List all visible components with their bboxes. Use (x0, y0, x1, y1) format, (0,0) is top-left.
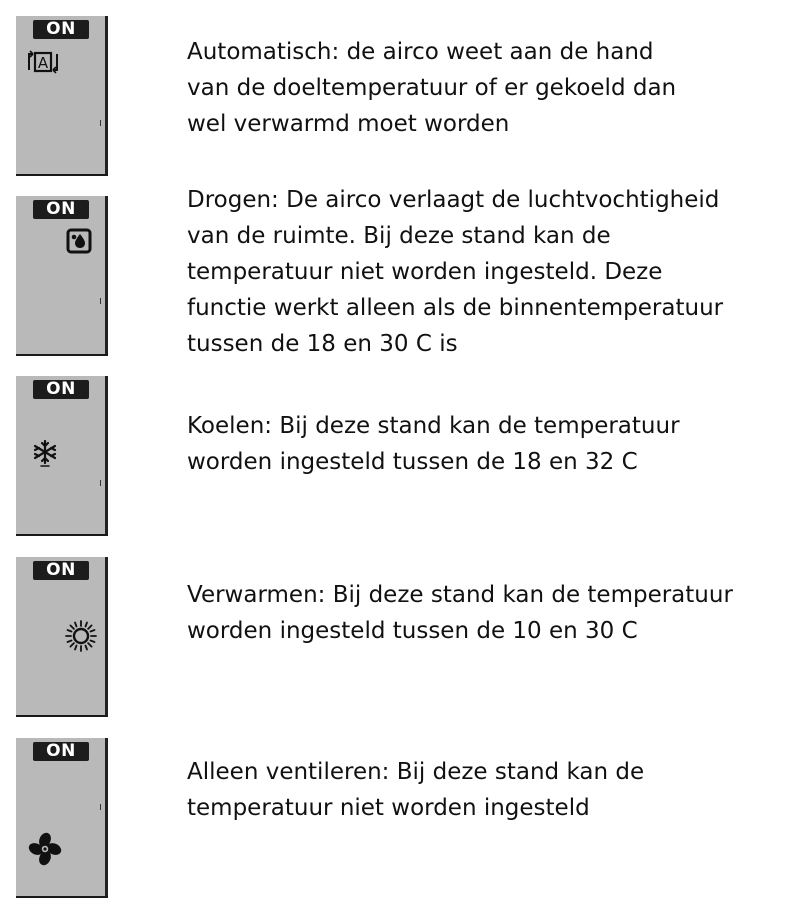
mode-description: Drogen: De airco verlaagt de luchtvochtigheid van de ruimte. Bij deze stand kan de temperatuur niet worden ingesteld. Deze functie werkt alleen als de binnentemperatuur tussen de 18 en 30 C is (187, 187, 724, 357)
remote-display-panel (16, 376, 108, 536)
on-badge: ON (33, 561, 89, 580)
panel-tick (100, 804, 101, 810)
sun-icon (64, 619, 98, 653)
fan-icon (28, 832, 62, 866)
panel-tick (100, 120, 101, 126)
mode-description: Alleen ventileren: Bij deze stand kan de temperatuur niet worden ingesteld (187, 759, 645, 821)
panel-tick (100, 480, 101, 486)
remote-display-panel (16, 196, 108, 356)
remote-display-panel (16, 738, 108, 898)
on-badge: ON (33, 200, 89, 219)
remote-display-panel (16, 16, 108, 176)
mode-description: Verwarmen: Bij deze stand kan de temperatuur worden ingesteld tussen de 10 en 30 C (187, 582, 733, 644)
snowflake-icon (30, 438, 60, 468)
svg-text:A: A (37, 54, 49, 72)
on-badge: ON (33, 20, 89, 39)
on-badge: ON (33, 742, 89, 761)
mode-description: Koelen: Bij deze stand kan de temperatuur worden ingesteld tussen de 18 en 32 C (187, 413, 680, 475)
panel-tick (100, 298, 101, 304)
remote-display-panel (16, 557, 108, 717)
auto-mode-icon (26, 48, 62, 76)
mode-description: Automatisch: de airco weet aan de hand van de doeltemperatuur of er gekoeld dan wel verwarmd moet worden (187, 39, 677, 137)
dry-mode-icon (66, 228, 92, 254)
on-badge: ON (33, 380, 89, 399)
